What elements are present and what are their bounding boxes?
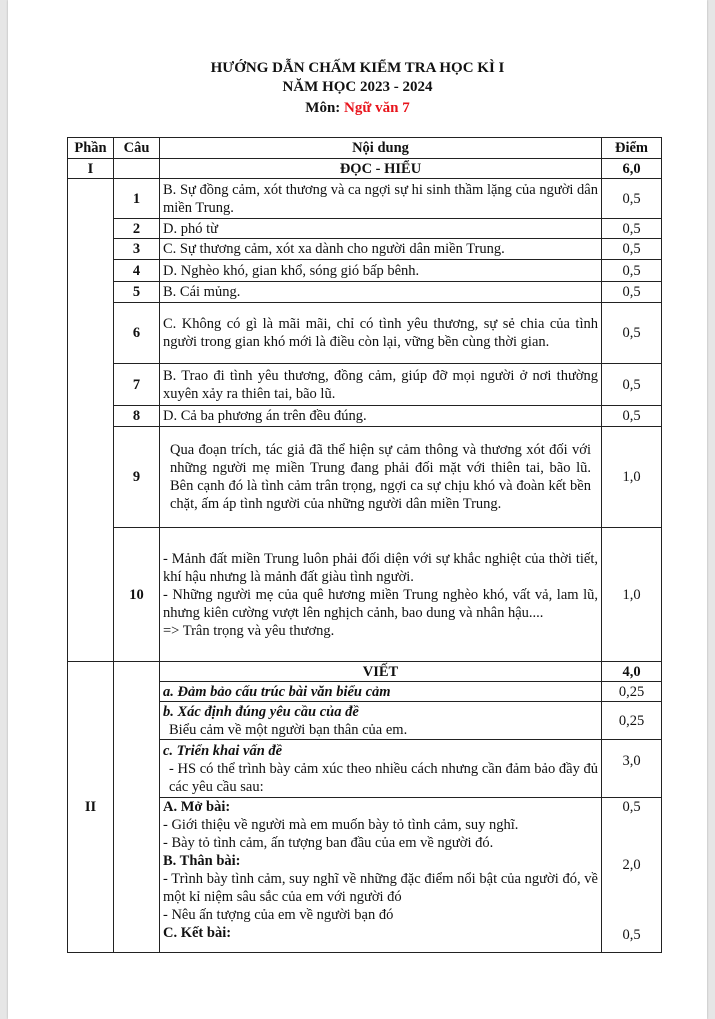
answer-score: 0,5 xyxy=(602,239,662,260)
criteria-b-score: 0,25 xyxy=(602,702,662,740)
section-score: 6,0 xyxy=(602,159,662,179)
section-row-writing xyxy=(68,662,662,682)
answer-content: D. phó từ xyxy=(160,219,602,239)
question-number: 10 xyxy=(114,528,160,662)
col-header-part: Phần xyxy=(68,138,114,159)
col-header-score: Điểm xyxy=(602,138,662,159)
table-row xyxy=(68,219,662,239)
question-number: 3 xyxy=(114,239,160,260)
answer-content: Qua đoạn trích, tác giả đã thể hiện sự cảm thông và thương xót đối với những người mẹ miền Trung đang phải đối mặt với thiên tai, bão lũ. Bên cạnh đó là tình cảm trân trọng, ngợi ca sự chịu khó và đoàn kết bền chặt, ấm áp tình người của những người dân miền Trung. xyxy=(160,427,602,528)
answer-content xyxy=(160,528,602,662)
body-title: B. Thân bài: xyxy=(163,853,241,869)
question-number: 8 xyxy=(114,406,160,427)
table-row xyxy=(68,282,662,303)
answer-line: => Trân trọng và yêu thương. xyxy=(163,622,335,639)
criteria-a-score: 0,25 xyxy=(602,682,662,702)
intro-score: 0,5 xyxy=(622,799,641,815)
conclusion-title: C. Kết bài: xyxy=(163,925,232,941)
question-number: 9 xyxy=(114,427,160,528)
section-score: 4,0 xyxy=(602,662,662,682)
question-number: 7 xyxy=(114,364,160,406)
intro-line: - Bày tỏ tình cảm, ấn tượng ban đầu của em về người đó. xyxy=(163,835,494,851)
part-label: II xyxy=(68,662,114,953)
answer-score: 1,0 xyxy=(602,427,662,528)
criteria-c-score: 3,0 xyxy=(602,740,662,798)
table-row xyxy=(68,528,662,662)
table-row xyxy=(68,406,662,427)
conclusion-score: 0,5 xyxy=(622,927,641,943)
table-row xyxy=(68,364,662,406)
question-number: 5 xyxy=(114,282,160,303)
subject-label: Môn: xyxy=(305,100,345,116)
answer-content: B. Cái mủng. xyxy=(160,282,602,303)
table-header-row xyxy=(68,138,662,159)
criteria-c-text: - HS có thể trình bày cảm xúc theo nhiều cách nhưng cần đảm bảo đầy đủ các yêu cầu sau: xyxy=(169,760,598,795)
col-header-question: Câu xyxy=(114,138,160,159)
answer-content: C. Không có gì là mãi mãi, chỉ có tình yêu thương, sự sẻ chia của tình người trong gian khó mới là điều còn lại, vững bền cùng thời gian. xyxy=(160,303,602,364)
grading-table xyxy=(67,137,662,953)
answer-content: C. Sự thương cảm, xót xa dành cho người dân miền Trung. xyxy=(160,239,602,260)
question-number: 6 xyxy=(114,303,160,364)
answer-score: 0,5 xyxy=(602,260,662,282)
answer-content: D. Nghèo khó, gian khổ, sóng gió bấp bênh. xyxy=(160,260,602,282)
intro-title: A. Mở bài: xyxy=(163,799,231,815)
criteria-b-text: Biểu cảm về một người bạn thân của em. xyxy=(169,721,408,738)
body-line: - Trình bày tình cảm, suy nghĩ về những đặc điểm nổi bật của người đó, về một kỉ niệm sâu sắc của em với người đó xyxy=(163,871,598,905)
body-line: - Nêu ấn tượng của em về người bạn đó xyxy=(163,907,394,923)
criteria-a-title: a. Đảm bảo cấu trúc bài văn biểu cảm xyxy=(160,682,602,702)
intro-line: - Giới thiệu về người mà em muốn bày tỏ tình cảm, suy nghĩ. xyxy=(163,817,519,833)
criteria-b-title: b. Xác định đúng yêu cầu của đề xyxy=(163,703,359,720)
subject-line xyxy=(8,100,707,117)
answer-content: B. Sự đồng cảm, xót thương và ca ngợi sự hi sinh thầm lặng của người dân miền Trung. xyxy=(160,179,602,219)
answer-line: - Mảnh đất miền Trung luôn phải đối diện với sự khắc nghiệt của thời tiết, khí hậu nhưng là mảnh đất giàu tình người. xyxy=(163,550,598,585)
document-title: HƯỚNG DẪN CHẤM KIỂM TRA HỌC KÌ I xyxy=(210,60,505,76)
part-label: I xyxy=(68,159,114,179)
answer-score: 1,0 xyxy=(602,528,662,662)
question-number: 4 xyxy=(114,260,160,282)
body-score: 2,0 xyxy=(622,857,641,873)
criteria-c-title: c. Triển khai vấn đề xyxy=(163,742,283,759)
question-number: 2 xyxy=(114,219,160,239)
table-row xyxy=(68,239,662,260)
answer-score: 0,5 xyxy=(602,282,662,303)
answer-score: 0,5 xyxy=(602,406,662,427)
school-year: NĂM HỌC 2023 - 2024 xyxy=(282,79,433,95)
question-number: 1 xyxy=(114,179,160,219)
table-row xyxy=(68,179,662,219)
answer-score: 0,5 xyxy=(602,364,662,406)
subject-name: Ngữ văn 7 xyxy=(344,100,410,116)
answer-content: B. Trao đi tình yêu thương, đồng cảm, giúp đỡ mọi người ở nơi thường xuyên xảy ra thiên tai, bão lũ. xyxy=(160,364,602,406)
table-row xyxy=(68,260,662,282)
col-header-content: Nội dung xyxy=(160,138,602,159)
table-row xyxy=(68,427,662,528)
answer-content: D. Cả ba phương án trên đều đúng. xyxy=(160,406,602,427)
answer-score: 0,5 xyxy=(602,179,662,219)
section-title: VIẾT xyxy=(160,662,602,682)
answer-score: 0,5 xyxy=(602,219,662,239)
section-title: ĐỌC - HIỂU xyxy=(160,159,602,179)
section-row-reading xyxy=(68,159,662,179)
answer-score: 0,5 xyxy=(602,303,662,364)
table-row xyxy=(68,303,662,364)
answer-line: - Những người mẹ của quê hương miền Trung nghèo khó, vất vả, lam lũ, nhưng kiên cường vượt lên nghịch cảnh, bao dung và nhân hậu.... xyxy=(163,586,598,621)
document-page xyxy=(8,0,707,1019)
